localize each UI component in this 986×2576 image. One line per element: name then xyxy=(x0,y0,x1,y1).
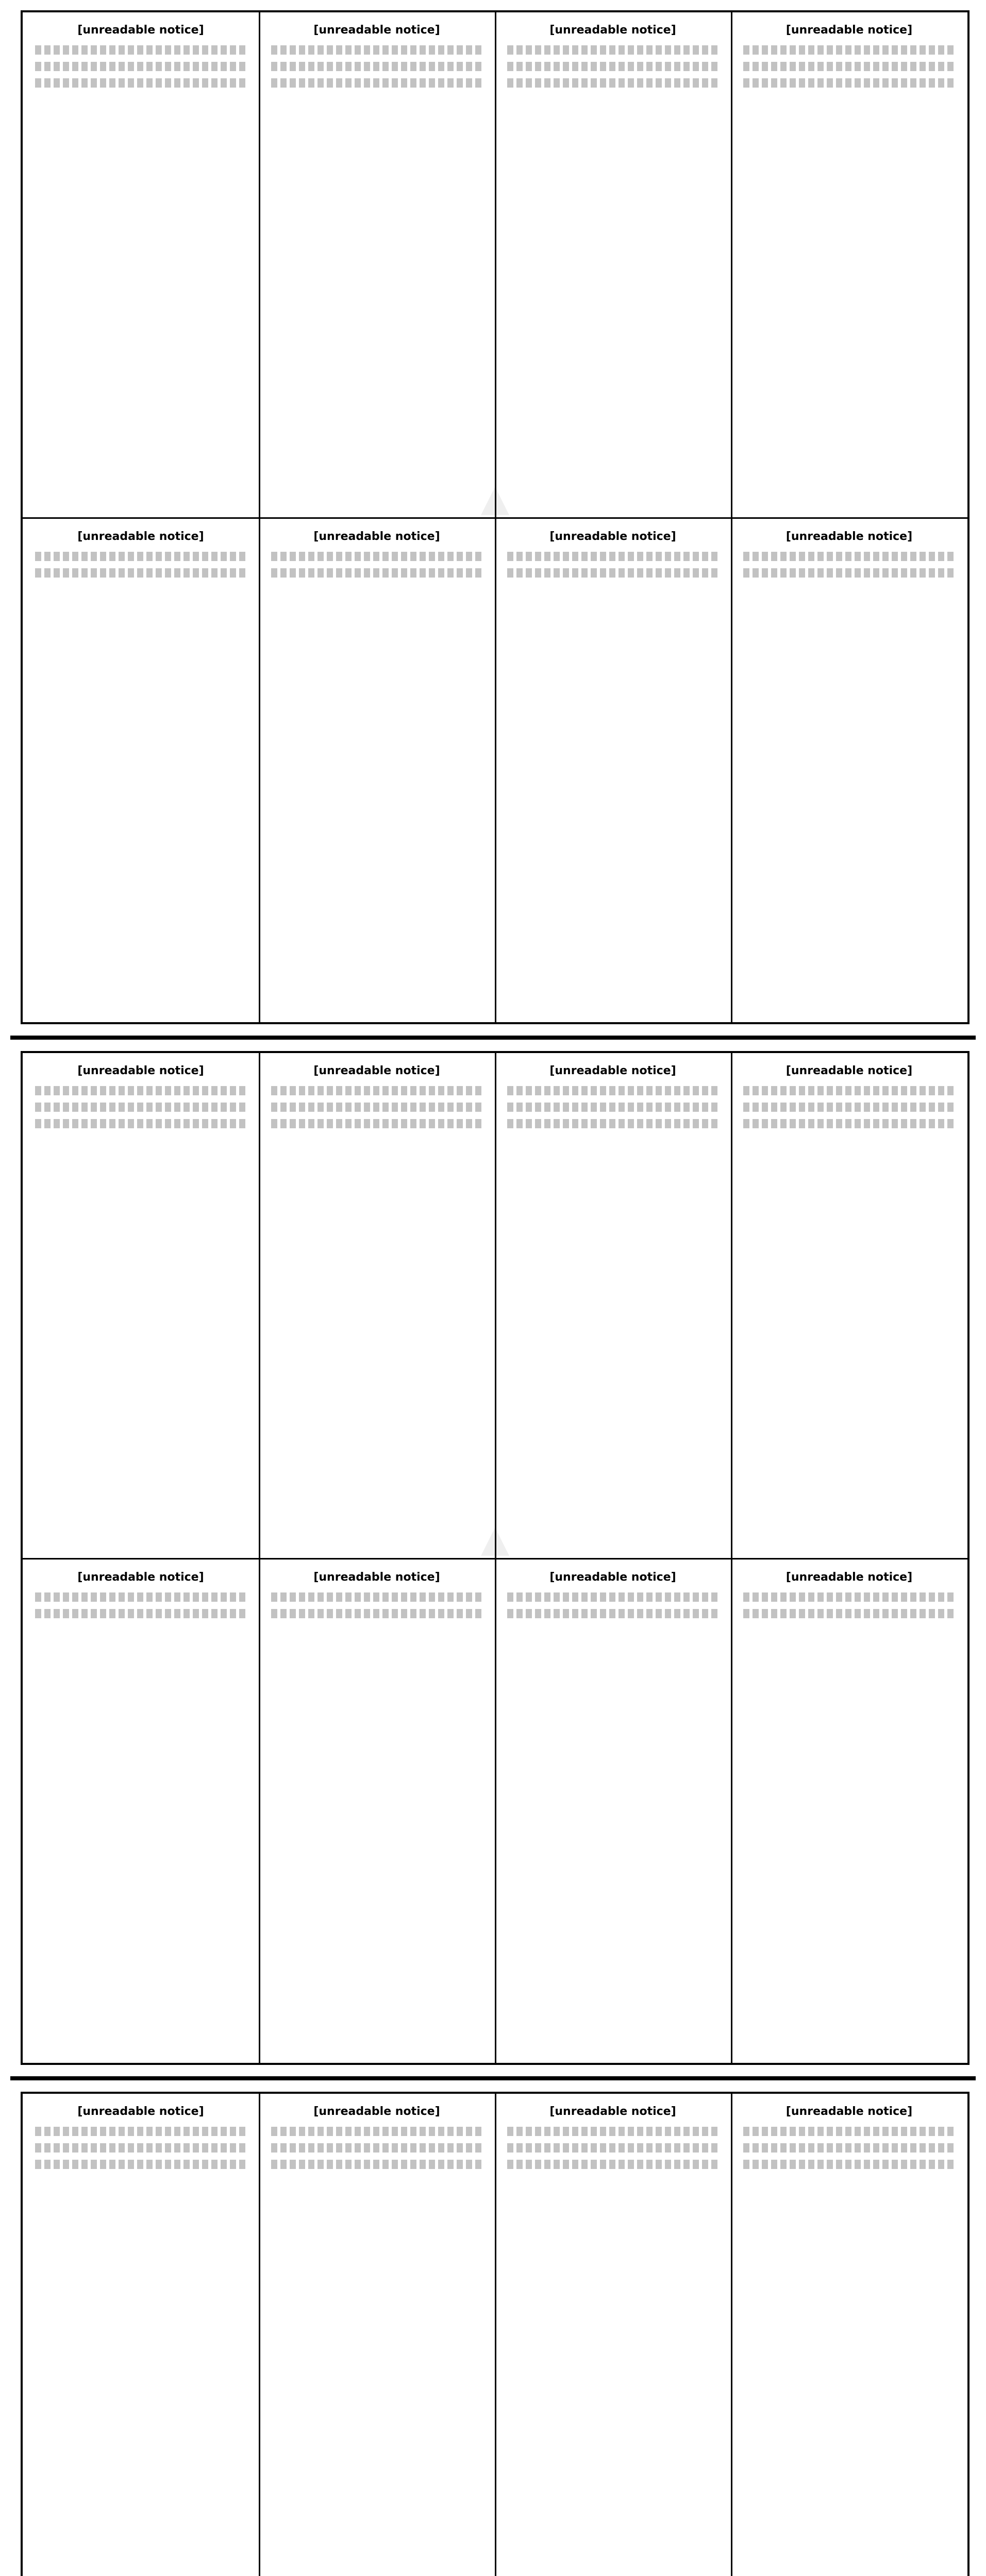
notice-box xyxy=(731,1053,967,1558)
band-separator xyxy=(10,2076,976,2080)
text-lines xyxy=(507,2143,718,2153)
notice-box xyxy=(23,2094,259,2576)
notice-box xyxy=(259,1053,495,1558)
text-lines xyxy=(35,1592,246,1602)
text-lines xyxy=(507,2127,718,2136)
notice-heading: [unreadable notice] xyxy=(77,1571,204,1584)
text-lines xyxy=(271,45,482,55)
text-lines xyxy=(507,78,718,88)
notice-heading: [unreadable notice] xyxy=(77,24,204,37)
notice-heading: [unreadable notice] xyxy=(549,530,676,543)
notice-heading: [unreadable notice] xyxy=(549,1064,676,1077)
text-lines xyxy=(743,1086,955,1095)
notice-box xyxy=(23,1053,259,1558)
text-lines xyxy=(271,568,482,578)
notice-heading: [unreadable notice] xyxy=(549,24,676,37)
text-lines xyxy=(743,2127,955,2136)
notice-heading: [unreadable notice] xyxy=(786,1571,913,1584)
notice-box xyxy=(495,2094,731,2576)
notice-heading: [unreadable notice] xyxy=(549,2105,676,2118)
notice-heading: [unreadable notice] xyxy=(549,1571,676,1584)
notice-box xyxy=(259,519,495,1022)
text-lines xyxy=(35,2160,246,2169)
text-lines xyxy=(271,2143,482,2153)
text-lines xyxy=(507,2160,718,2169)
text-lines xyxy=(743,1119,955,1128)
text-lines xyxy=(35,2127,246,2136)
text-lines xyxy=(271,62,482,71)
notice-box xyxy=(23,1560,259,2063)
text-lines xyxy=(743,2143,955,2153)
text-lines xyxy=(271,2160,482,2169)
text-lines xyxy=(743,62,955,71)
text-lines xyxy=(507,1592,718,1602)
text-lines xyxy=(35,2143,246,2153)
text-lines xyxy=(743,1592,955,1602)
text-lines xyxy=(743,78,955,88)
text-lines xyxy=(743,2160,955,2169)
notice-box xyxy=(731,519,967,1022)
text-lines xyxy=(35,1086,246,1095)
notice-heading: [unreadable notice] xyxy=(786,24,913,37)
text-lines xyxy=(743,568,955,578)
notice-heading: [unreadable notice] xyxy=(77,1064,204,1077)
text-lines xyxy=(507,1119,718,1128)
notices-band-3 xyxy=(21,2092,970,2576)
notice-box xyxy=(495,519,731,1022)
notice-box xyxy=(23,12,259,517)
text-lines xyxy=(35,568,246,578)
notice-heading: [unreadable notice] xyxy=(313,2105,440,2118)
text-lines xyxy=(35,1103,246,1112)
notice-box xyxy=(259,12,495,517)
text-lines xyxy=(507,62,718,71)
text-lines xyxy=(507,1103,718,1112)
text-lines xyxy=(271,2127,482,2136)
text-lines xyxy=(507,45,718,55)
notice-box xyxy=(495,1053,731,1558)
text-lines xyxy=(507,1609,718,1618)
notice-heading: [unreadable notice] xyxy=(786,2105,913,2118)
text-lines xyxy=(35,552,246,561)
notice-heading: [unreadable notice] xyxy=(313,530,440,543)
text-lines xyxy=(743,45,955,55)
text-lines xyxy=(507,552,718,561)
text-lines xyxy=(271,1103,482,1112)
text-lines xyxy=(271,1609,482,1618)
text-lines xyxy=(35,45,246,55)
text-lines xyxy=(271,1119,482,1128)
notices-band-2 xyxy=(21,1051,970,2065)
text-lines xyxy=(743,1103,955,1112)
notice-box xyxy=(731,2094,967,2576)
notice-box xyxy=(731,12,967,517)
notice-heading: [unreadable notice] xyxy=(786,1064,913,1077)
notice-heading: [unreadable notice] xyxy=(77,2105,204,2118)
notice-box xyxy=(495,1560,731,2063)
text-lines xyxy=(507,1086,718,1095)
text-lines xyxy=(271,1086,482,1095)
watermark: ▲ xyxy=(480,476,510,519)
notice-box xyxy=(23,519,259,1022)
notice-heading: [unreadable notice] xyxy=(786,530,913,543)
notice-heading: [unreadable notice] xyxy=(313,1064,440,1077)
notice-box xyxy=(731,1560,967,2063)
notice-box xyxy=(259,1560,495,2063)
text-lines xyxy=(271,552,482,561)
text-lines xyxy=(271,1592,482,1602)
notice-heading: [unreadable notice] xyxy=(313,1571,440,1584)
text-lines xyxy=(35,62,246,71)
text-lines xyxy=(35,1609,246,1618)
notice-heading: [unreadable notice] xyxy=(313,24,440,37)
watermark: ▲ xyxy=(480,1517,510,1560)
text-lines xyxy=(743,552,955,561)
text-lines xyxy=(743,1609,955,1618)
text-lines xyxy=(35,1119,246,1128)
text-lines xyxy=(271,78,482,88)
notices-band-1 xyxy=(21,10,970,1024)
notice-box xyxy=(259,2094,495,2576)
notice-box xyxy=(495,12,731,517)
band-separator xyxy=(10,1036,976,1040)
text-lines xyxy=(507,568,718,578)
text-lines xyxy=(35,78,246,88)
notice-heading: [unreadable notice] xyxy=(77,530,204,543)
